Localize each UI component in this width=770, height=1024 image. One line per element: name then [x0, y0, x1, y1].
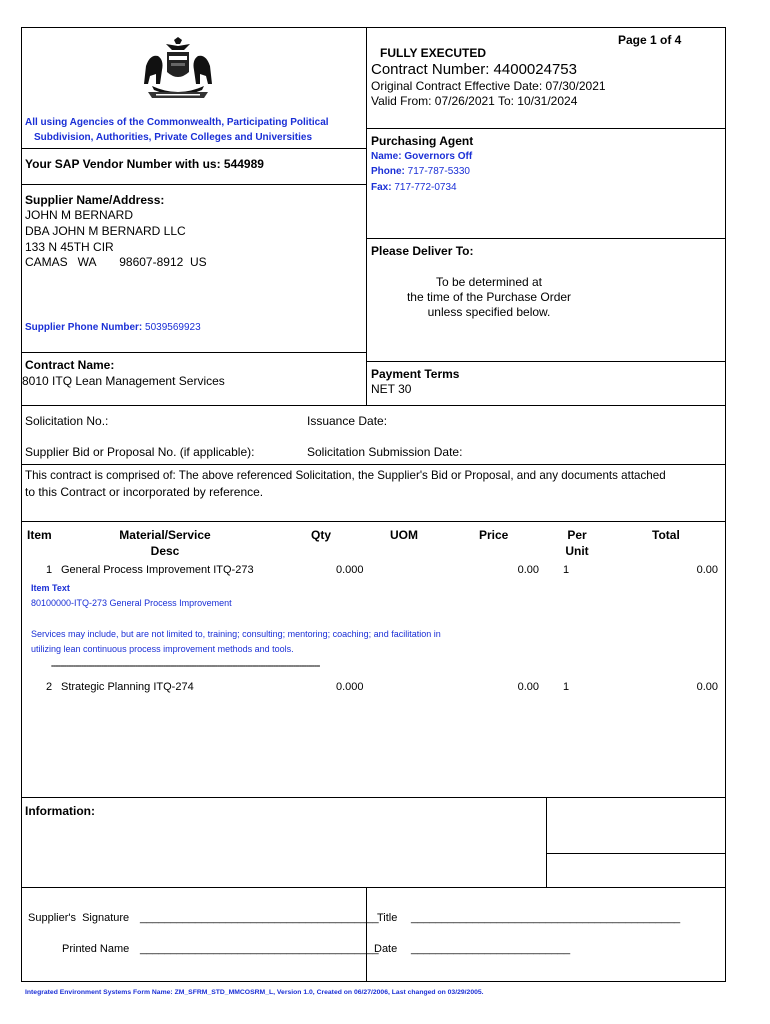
- supplier-heading: Supplier Name/Address:: [25, 193, 165, 207]
- supplier-signature-label: Supplier's Signature: [28, 912, 130, 924]
- row-2-price: 0.00: [517, 681, 539, 693]
- contract-name-value: 8010 ITQ Lean Management Services: [22, 374, 225, 388]
- agent-phone: Phone: 717-787-5330: [371, 166, 470, 177]
- comprised-line-1: This contract is comprised of: The above referenced Solicitation, the Supplier's Bid or Proposal, and any documents attached: [25, 469, 666, 482]
- contract-status: FULLY EXECUTED: [380, 46, 487, 60]
- date-line[interactable]: __________________________: [411, 943, 571, 955]
- col-price: Price: [479, 528, 509, 542]
- row-1-per: 1: [563, 564, 570, 576]
- purchasing-agent-heading: Purchasing Agent: [371, 134, 474, 148]
- vendor-number: Your SAP Vendor Number with us: 544989: [25, 157, 264, 171]
- supplier-name: JOHN M BERNARD: [25, 208, 134, 222]
- agent-fax: Fax: 717-772-0734: [371, 182, 457, 193]
- printed-name-line[interactable]: _______________________________________: [140, 943, 379, 955]
- issuance-date: Issuance Date:: [307, 414, 388, 428]
- contract-number: Contract Number: 4400024753: [371, 61, 577, 78]
- title-label: Title: [377, 912, 398, 924]
- agencies-line-2: Subdivision, Authorities, Private Colleges and Universities: [34, 132, 313, 143]
- deliver-line-3: unless specified below.: [427, 305, 551, 319]
- payment-terms-value: NET 30: [371, 382, 412, 396]
- row-1-qty: 0.000: [336, 564, 364, 576]
- row-2-total: 0.00: [696, 681, 718, 693]
- agent-name: Name: Governors Off: [371, 151, 473, 162]
- row-2-per: 1: [563, 681, 570, 693]
- item-text: 80100000-ITQ-273 General Process Improvement: [31, 598, 232, 608]
- deliver-heading: Please Deliver To:: [371, 244, 474, 258]
- row-1-desc: General Process Improvement ITQ-273: [61, 564, 254, 576]
- submission-date: Solicitation Submission Date:: [307, 445, 463, 459]
- form-footer: Integrated Environment Systems Form Name: ZM_SFRM_STD_MMCOSRM_L, Version 1.0, Created on 06/27/2006, Last changed on 03/29/2005.: [25, 989, 484, 996]
- deliver-line-2: the time of the Purchase Order: [406, 290, 572, 304]
- page-number: Page 1 of 4: [618, 33, 682, 47]
- row-1-total: 0.00: [696, 564, 718, 576]
- row-1-price: 0.00: [517, 564, 539, 576]
- supplier-phone: Supplier Phone Number: 5039569923: [25, 322, 201, 333]
- supplier-dba: DBA JOHN M BERNARD LLC: [25, 224, 186, 238]
- information-heading: Information:: [25, 804, 95, 818]
- agencies-line-1: All using Agencies of the Commonwealth, Participating Political: [25, 117, 329, 128]
- supplier-city: CAMAS WA 98607-8912 US: [25, 255, 207, 269]
- payment-terms-heading: Payment Terms: [371, 367, 460, 381]
- effective-date: Original Contract Effective Date: 07/30/2021: [371, 79, 606, 93]
- services-line-2: utilizing lean continuous process improvement methods and tools.: [31, 644, 294, 654]
- solicitation-no: Solicitation No.:: [25, 414, 109, 428]
- bid-proposal-no: Supplier Bid or Proposal No. (if applicable):: [25, 445, 255, 459]
- col-material: Material/Service Desc: [119, 528, 211, 558]
- col-qty: Qty: [311, 528, 332, 542]
- row-2-qty: 0.000: [336, 681, 364, 693]
- row-1-num: 1: [46, 564, 53, 576]
- row-separator: ------------------------------------------------------------------------------------------------------------------------------------------------: [51, 661, 320, 670]
- col-item: Item: [27, 528, 52, 542]
- title-line[interactable]: ____________________________________________: [411, 912, 681, 924]
- row-2-num: 2: [46, 681, 53, 693]
- item-text-label: Item Text: [31, 583, 70, 593]
- col-uom: UOM: [390, 528, 418, 542]
- supplier-street: 133 N 45TH CIR: [25, 240, 114, 254]
- comprised-line-2: to this Contract or incorporated by reference.: [25, 485, 264, 499]
- contract-name-heading: Contract Name:: [25, 358, 115, 372]
- date-label: Date: [374, 943, 398, 955]
- coat-of-arms-seal: [138, 36, 218, 102]
- deliver-line-1: To be determined at: [435, 275, 543, 289]
- col-per-unit: Per Unit: [565, 528, 589, 558]
- valid-dates: Valid From: 07/26/2021 To: 10/31/2024: [371, 94, 578, 108]
- services-line-1: Services may include, but are not limited to, training; consulting; mentoring; coaching; and facilitation in: [31, 629, 441, 639]
- col-total: Total: [652, 528, 680, 542]
- printed-name-label: Printed Name: [62, 943, 130, 955]
- row-2-desc: Strategic Planning ITQ-274: [61, 681, 194, 693]
- supplier-signature-line[interactable]: _______________________________________: [140, 912, 379, 924]
